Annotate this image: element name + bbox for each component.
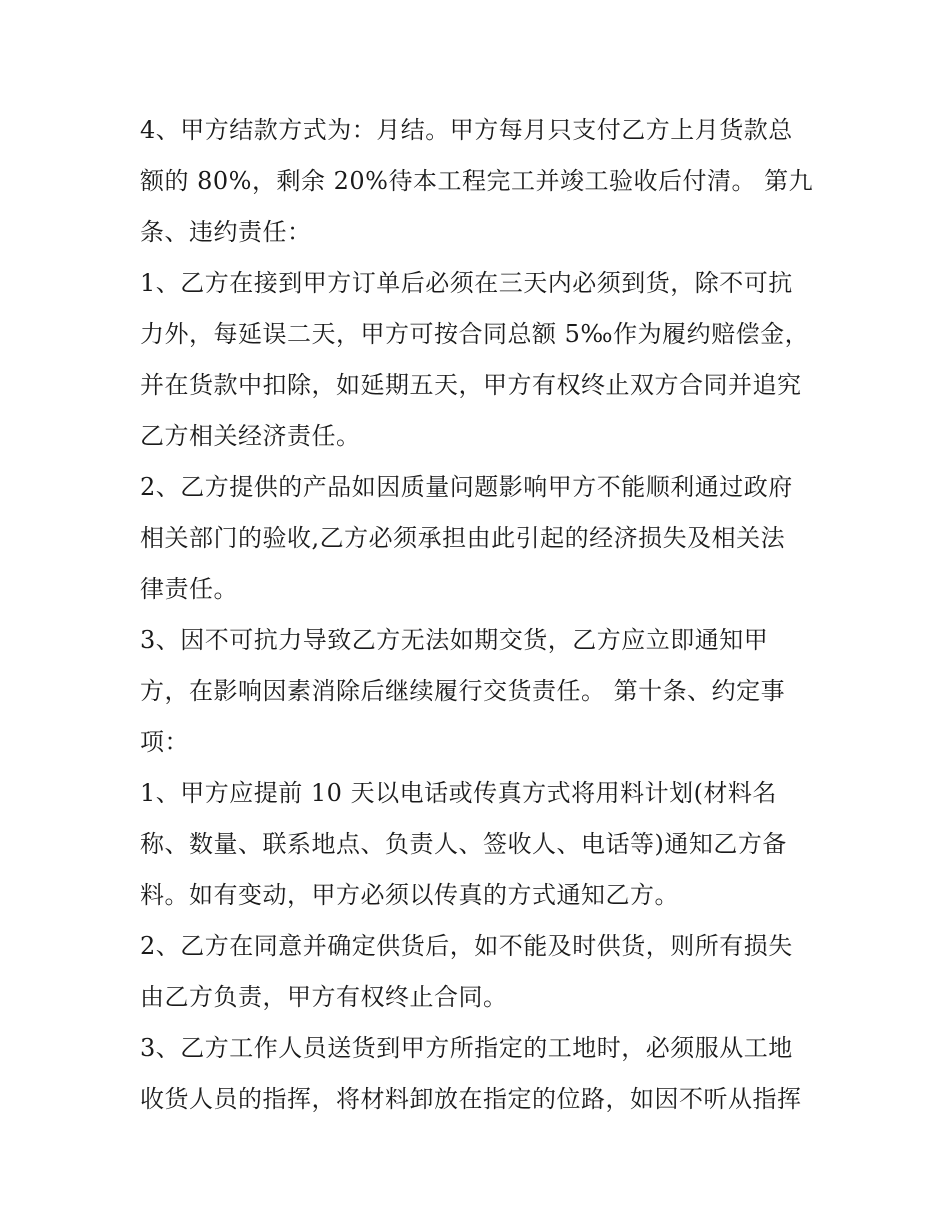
text-line: 2、乙方在同意并确定供货后，如不能及时供货，则所有损失	[140, 932, 793, 960]
text-line: 1、乙方在接到甲方订单后必须在三天内必须到货，除不可抗	[140, 269, 793, 297]
text-line: 相关部门的验收,乙方必须承担由此引起的经济损失及相关法	[140, 524, 786, 552]
text-line: 料。如有变动，甲方必须以传真的方式通知乙方。	[140, 881, 679, 909]
text-line: 称、数量、联系地点、负责人、签收人、电话等)通知乙方备	[140, 830, 787, 858]
text-line: 项：	[140, 728, 189, 756]
text-line: 1、甲方应提前 10 天以电话或传真方式将用料计划(材料名	[140, 779, 777, 807]
text-line: 由乙方负责，甲方有权终止合同。	[140, 983, 508, 1011]
text-line: 4、甲方结款方式为：月结。甲方每月只支付乙方上月货款总	[140, 116, 793, 144]
text-line: 2、乙方提供的产品如因质量问题影响甲方不能顺利通过政府	[140, 473, 793, 501]
text-line: 乙方相关经济责任。	[140, 422, 361, 450]
text-line: 并在货款中扣除，如延期五天，甲方有权终止双方合同并追究	[140, 371, 802, 399]
text-line: 3、因不可抗力导致乙方无法如期交货，乙方应立即通知甲	[140, 626, 769, 654]
text-line: 条、违约责任：	[140, 218, 312, 246]
document-body	[140, 105, 820, 1125]
text-line: 方，在影响因素消除后继续履行交货责任。 第十条、约定事	[140, 677, 786, 705]
text-line: 收货人员的指挥，将材料卸放在指定的位路，如因不听从指挥	[140, 1085, 802, 1113]
text-line: 律责任。	[140, 575, 238, 603]
text-line: 力外，每延误二天，甲方可按合同总额 5‰作为履约赔偿金，	[140, 320, 810, 348]
text-line: 额的 80%，剩余 20%待本工程完工并竣工验收后付清。 第九	[140, 167, 814, 195]
text-line: 3、乙方工作人员送货到甲方所指定的工地时，必须服从工地	[140, 1034, 793, 1062]
